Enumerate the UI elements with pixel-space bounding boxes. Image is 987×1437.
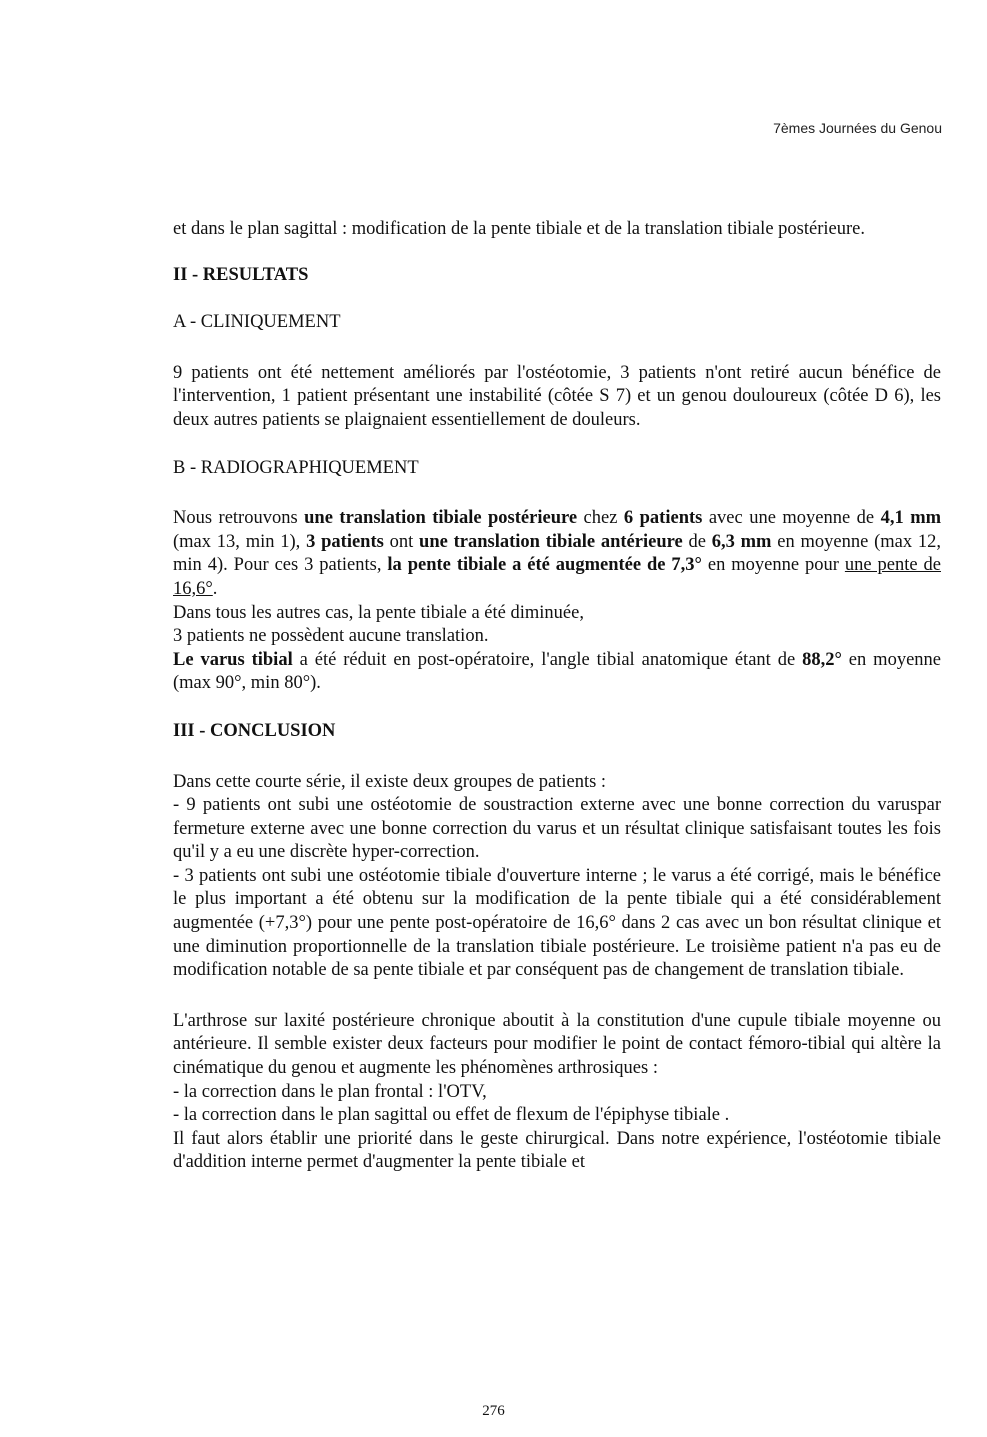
section-heading-conclusion: III - CONCLUSION (173, 720, 336, 741)
conclusion-lead: Dans cette courte série, il existe deux groupes de patients : (173, 771, 607, 792)
conclusion-item-2: - 3 patients ont subi une ostéotomie tibiale d'ouverture interne ; le varus a été corrigé, mais le bénéfice le plus important a été obtenu sur la modification de la pente tibiale qui a été considérablement augmentée (+7,3°) pour une pente post-opératoire de 16,6° dans 2 cas avec un bon résultat clinique et une diminution proportionnelle de la translation tibiale postérieure. Le troisième patient n'a pas eu de modification notable de sa pente tibiale et par conséquent pas de changement de translation tibiale. (173, 865, 941, 981)
radiographic-line-3: 3 patients ne possèdent aucune translation. (173, 626, 489, 647)
conclusion-paragraph-3: Il faut alors établir une priorité dans le geste chirurgical. Dans notre expérience, l'ostéotomie tibiale d'addition interne permet d'augmenter la pente tibiale et (173, 1128, 941, 1173)
radiographic-paragraph: Nous retrouvons une translation tibiale postérieure chez 6 patients avec une moyenne de 4,1 mm (max 13, min 1), 3 patients ont une translation tibiale antérieure de 6,3 mm en moyenne (max 12, min 4). Pour ces 3 patients, la pente tibiale a été augmentée de 7,3° en moyenne pour une pente de 16,6°. (173, 508, 942, 599)
clinical-paragraph: 9 patients ont été nettement améliorés par l'ostéotomie, 3 patients n'ont retiré aucun bénéfice de l'intervention, 1 patient présentant une instabilité (côtée S 7) et un genou douloureux (côtée D 6), les deux autres patients se plaignaient essentiellement de douleurs. (173, 362, 941, 430)
conclusion-paragraph-2: L'arthrose sur laxité postérieure chronique aboutit à la constitution d'une cupule tibiale moyenne ou antérieure. Il semble exister deux facteurs pour modifier le point de contact fémoro-tibial qui altère la cinématique du genou et augmente les phénomènes arthrosiques : (173, 1010, 941, 1079)
underlined-slope-value: une pente de 16,6° (173, 555, 941, 599)
radiographic-line-2: Dans tous les autres cas, la pente tibiale a été diminuée, (173, 602, 584, 623)
subheading-radiographic: B - RADIOGRAPHIQUEMENT (173, 457, 419, 478)
varus-paragraph: Le varus tibial a été réduit en post-opératoire, l'angle tibial anatomique étant de 88,2° en moyenne (max 90°, min 80°). (173, 649, 941, 694)
body-text (173, 218, 941, 1175)
conclusion-item-1: - 9 patients ont subi une ostéotomie de soustraction externe avec une bonne correction du varuspar fermeture externe avec une bonne correction du varus et un résultat clinique satisfaisant toutes les fois qu'il y a eu une discrète hyper-correction. (173, 795, 941, 863)
conclusion-bullet-2: - la correction dans le plan sagittal ou effet de flexum de l'épiphyse tibiale . (173, 1105, 730, 1126)
page-number: 276 (482, 1403, 505, 1419)
running-header: 7èmes Journées du Genou (773, 120, 942, 136)
section-heading-results: II - RESULTATS (173, 264, 309, 285)
subheading-clinical: A - CLINIQUEMENT (173, 312, 341, 333)
conclusion-bullet-1: - la correction dans le plan frontal : l'OTV, (173, 1081, 487, 1102)
intro-paragraph: et dans le plan sagittal : modification de la pente tibiale et de la translation tibiale postérieure. (173, 219, 865, 239)
